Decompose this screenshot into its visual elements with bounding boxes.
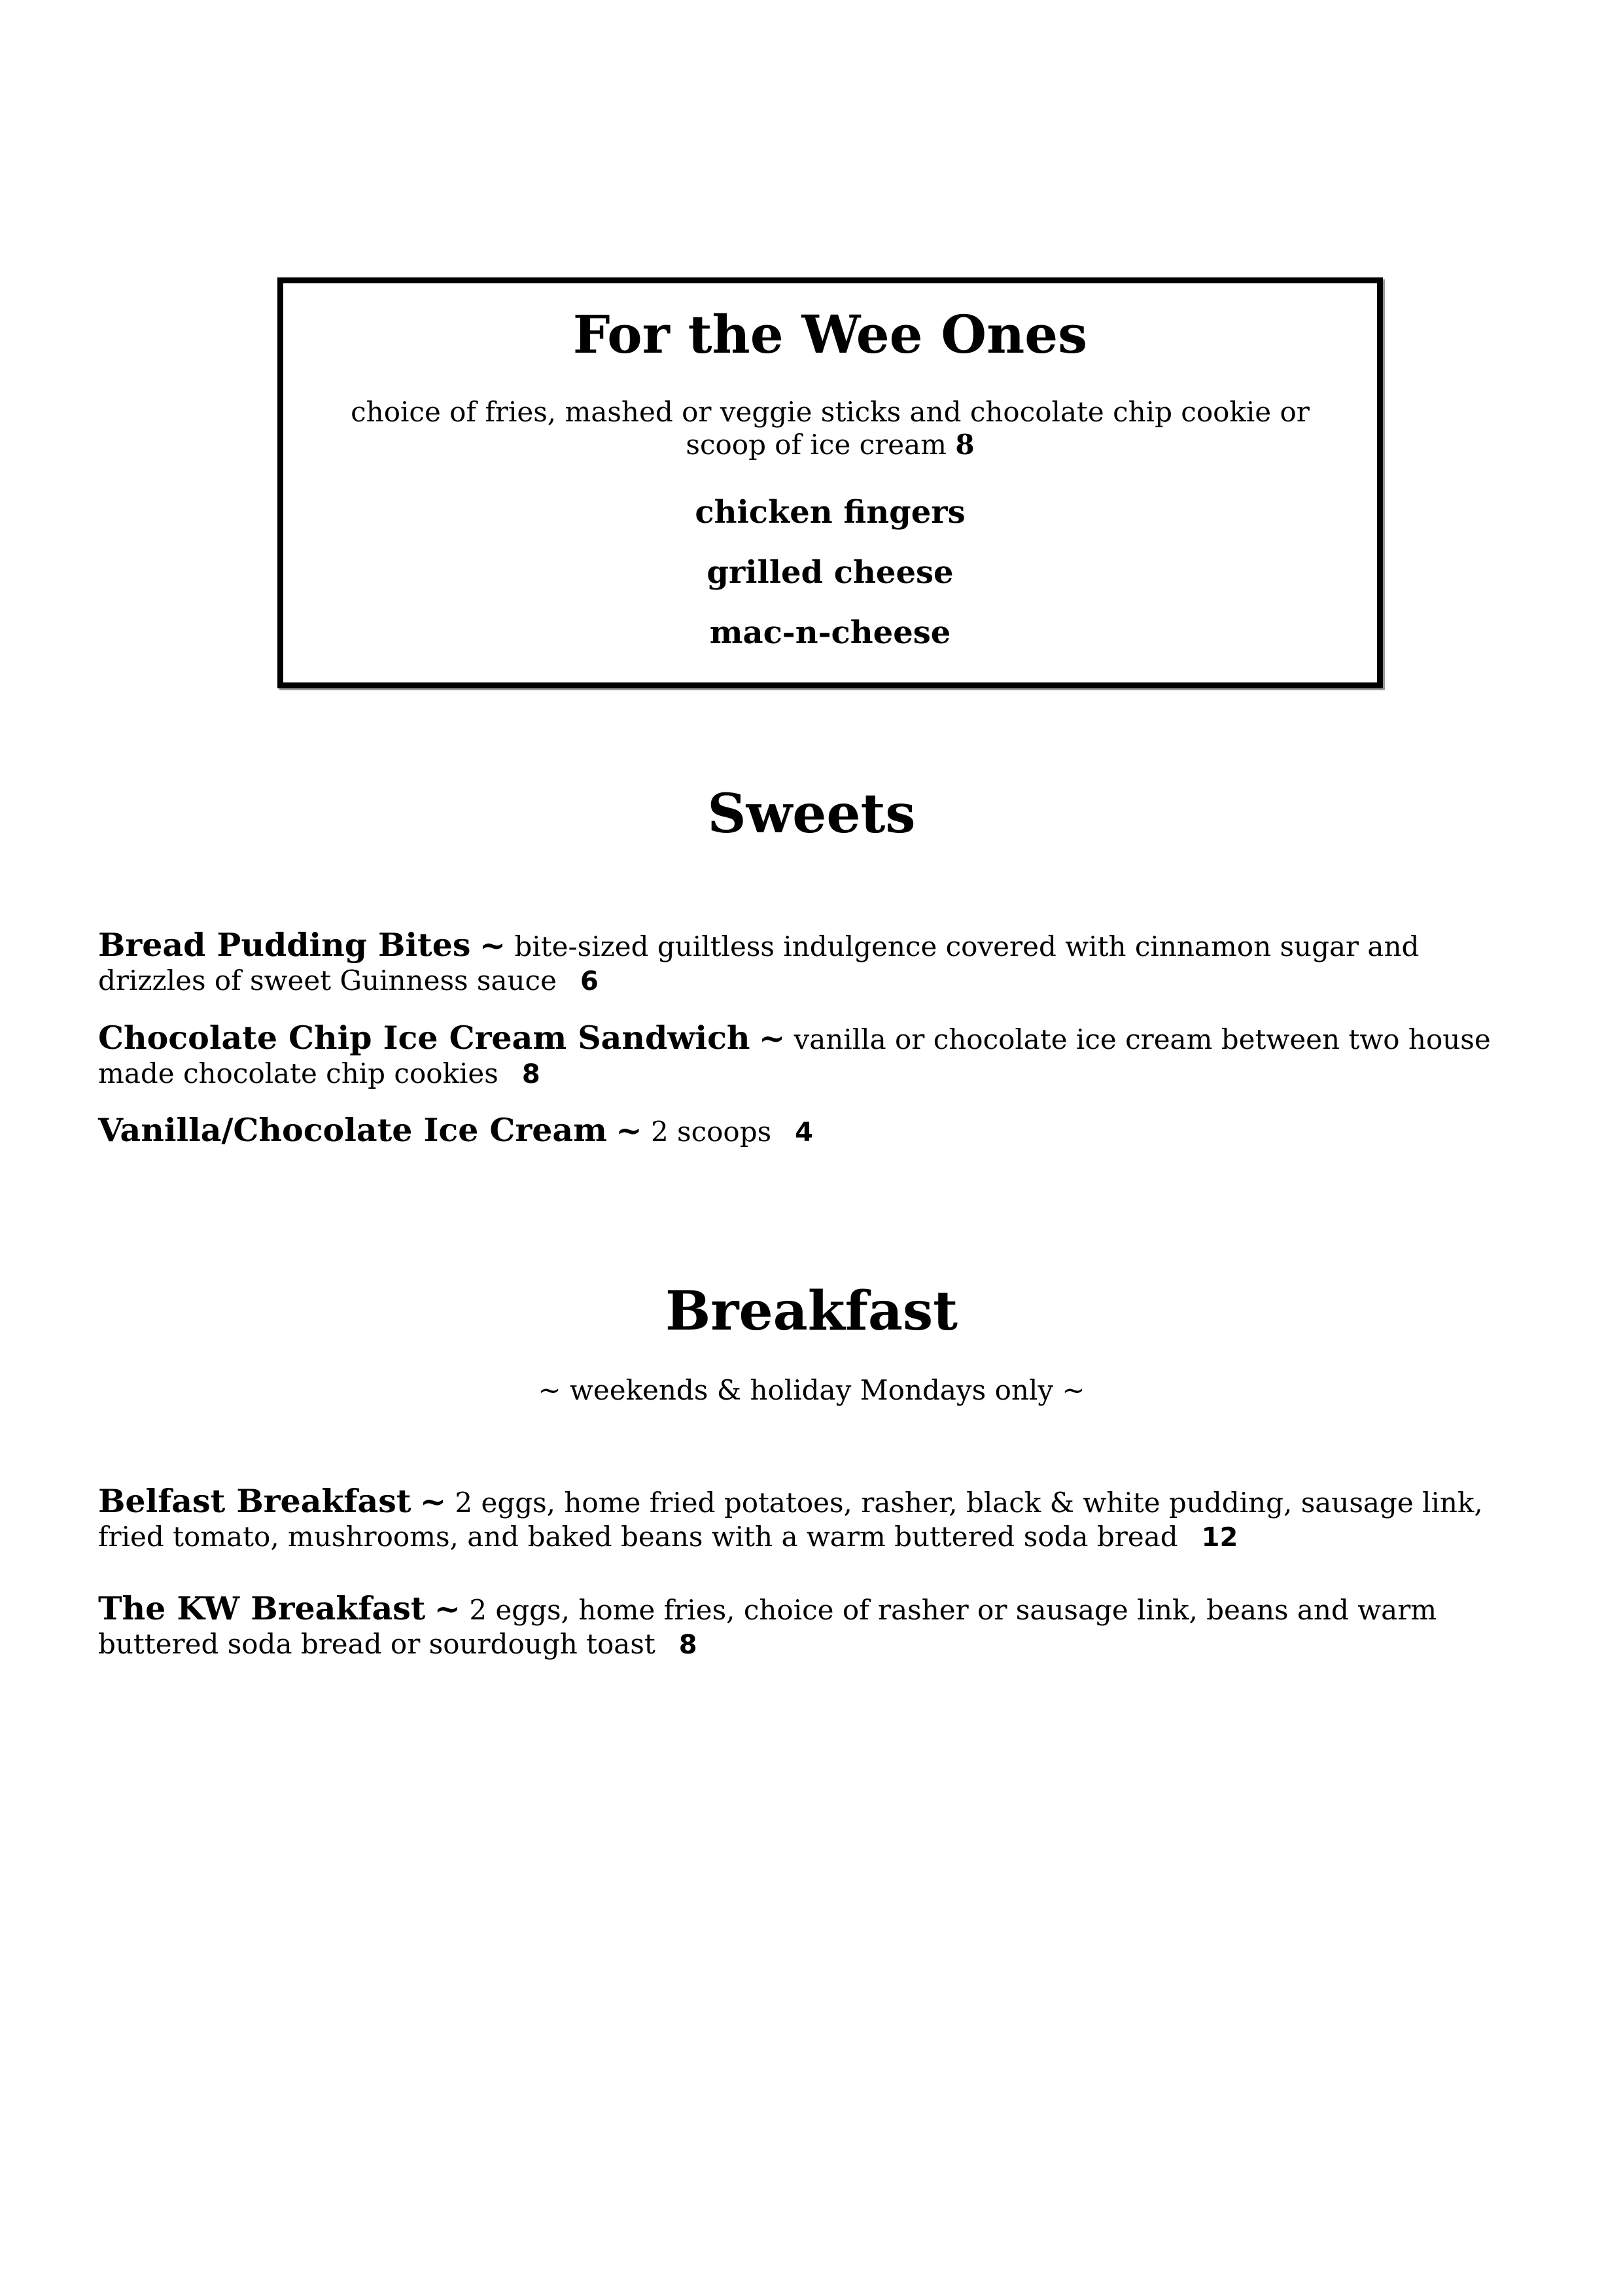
breakfast-availability-note: ~ weekends & holiday Mondays only ~	[538, 1374, 1085, 1406]
menu-item-ice-cream	[98, 1113, 1531, 1150]
kids-item-chicken-fingers: chicken fingers	[695, 494, 966, 531]
kids-item-mac-n-cheese: mac-n-cheese	[709, 614, 951, 651]
kids-menu-description	[309, 396, 1351, 461]
item-description: bite-sized guiltless indulgence covered with cinnamon sugar and drizzles of sweet Guinness sauce	[98, 930, 1420, 997]
kids-item-grilled-cheese: grilled cheese	[707, 554, 954, 591]
menu-item-ice-cream-sandwich	[98, 1021, 1531, 1091]
item-separator: ~	[479, 927, 506, 964]
item-description: 2 eggs, home fries, choice of rasher or sausage link, beans and warm buttered soda bread or sourdough toast	[98, 1594, 1437, 1660]
item-name: Belfast Breakfast	[98, 1482, 411, 1520]
item-separator: ~	[616, 1112, 642, 1149]
item-separator: ~	[419, 1483, 447, 1520]
item-name: Bread Pudding Bites	[98, 926, 471, 964]
kids-menu-title: For the Wee Ones	[572, 304, 1088, 365]
breakfast-section-title: Breakfast	[665, 1280, 958, 1343]
item-description: vanilla or chocolate ice cream between two house made chocolate chip cookies	[98, 1023, 1491, 1089]
item-price: 8	[678, 1630, 697, 1660]
item-price: 12	[1201, 1523, 1238, 1553]
item-description: 2 scoops	[650, 1116, 772, 1148]
kids-price: 8	[955, 429, 975, 461]
item-price: 6	[580, 966, 599, 997]
sweets-section-title: Sweets	[707, 783, 916, 845]
item-price: 4	[795, 1118, 813, 1148]
item-separator: ~	[758, 1020, 786, 1057]
kids-description-text: choice of fries, mashed or veggie sticks and chocolate chip cookie or scoop of ice cream	[351, 396, 1310, 461]
item-name: The KW Breakfast	[98, 1589, 426, 1627]
item-separator: ~	[434, 1591, 461, 1627]
item-name: Chocolate Chip Ice Cream Sandwich	[98, 1019, 750, 1057]
menu-item-kw-breakfast	[98, 1591, 1531, 1662]
menu-item-bread-pudding-bites	[98, 928, 1531, 998]
item-price: 8	[521, 1059, 540, 1089]
kids-menu-box	[277, 277, 1383, 688]
item-description: 2 eggs, home fried potatoes, rasher, black & white pudding, sausage link, fried tomato, mushrooms, and baked beans with a warm buttered soda bread	[98, 1487, 1483, 1553]
item-name: Vanilla/Chocolate Ice Cream	[98, 1111, 608, 1149]
menu-item-belfast-breakfast	[98, 1484, 1531, 1555]
